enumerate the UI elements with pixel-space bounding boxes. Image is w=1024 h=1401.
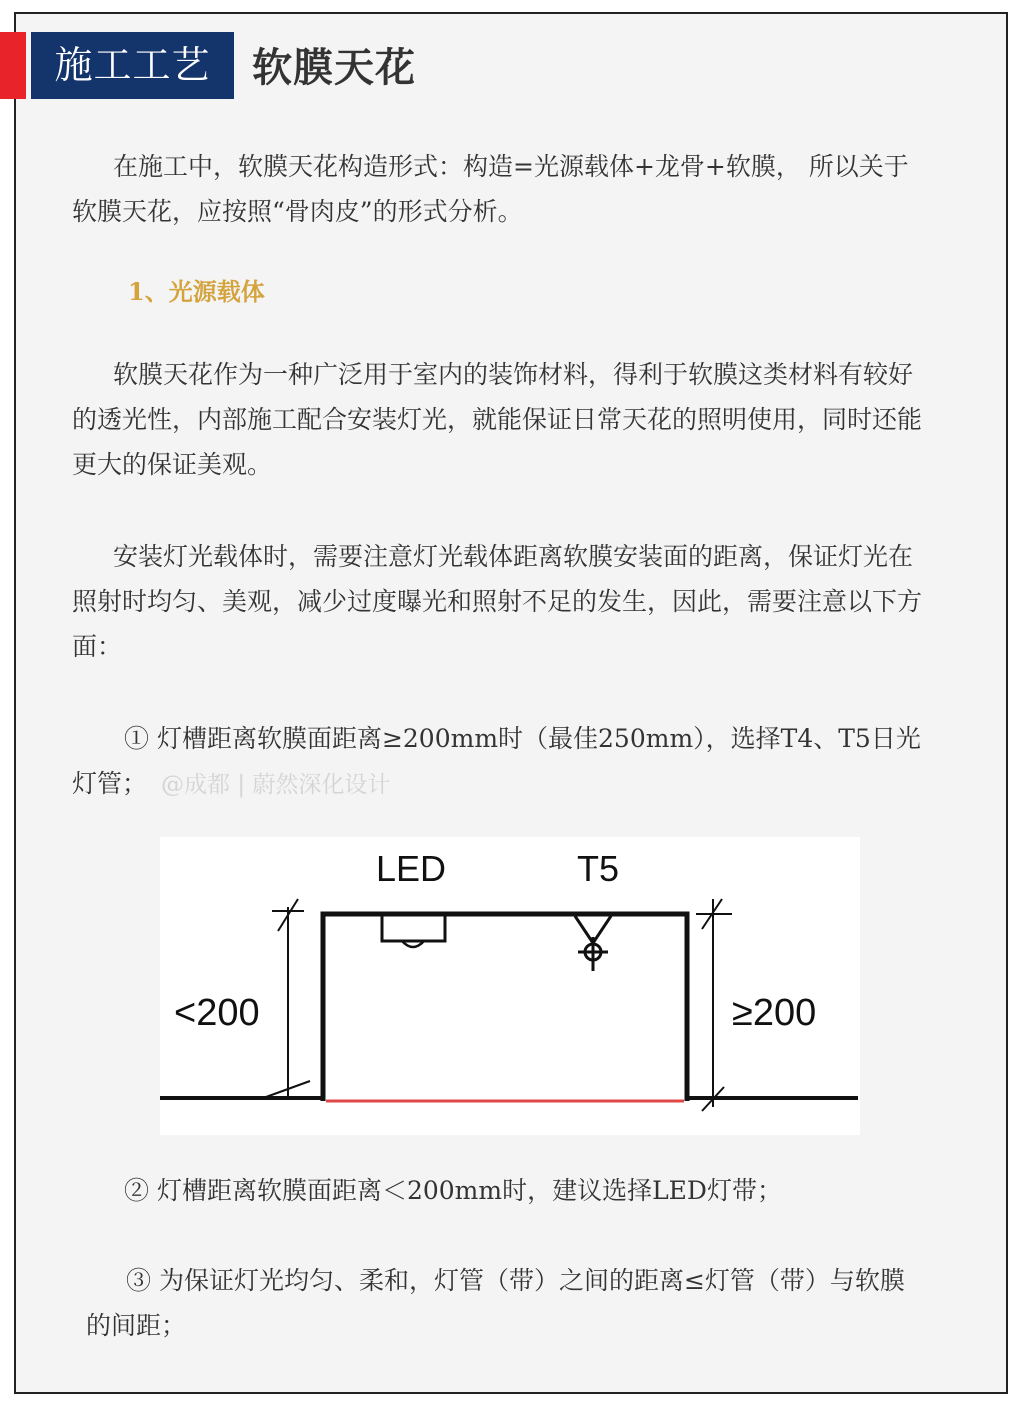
label-led: LED xyxy=(376,848,447,889)
diagram-svg xyxy=(160,837,860,1135)
light-trough-diagram xyxy=(160,837,860,1135)
label-at-least-200: ≥200 xyxy=(732,992,817,1034)
list-item-1 xyxy=(72,716,922,808)
list-item-2: ② 灯槽距离软膜面距离＜200mm时，建议选择LED灯带； xyxy=(124,1176,782,1205)
list-item-1-text: ① 灯槽距离软膜面距离≥200mm时（最佳250mm），选择T4、T5日光灯管； xyxy=(72,724,921,798)
label-less-than-200: <200 xyxy=(174,992,260,1034)
led-fixture xyxy=(382,916,445,941)
light-carrier-paragraph: 软膜天花作为一种广泛用于室内的装饰材料，得利于软膜这类材料有较好的透光性，内部施工配合安装灯光，就能保证日常天花的照明使用，同时还能更大的保证美观。 xyxy=(72,360,923,479)
list-item-3: ③ 为保证灯光均匀、柔和，灯管（带）之间的距离≤灯管（带）与软膜的间距； xyxy=(86,1266,905,1340)
section-heading: 1、光源载体 xyxy=(128,277,265,306)
page-title: 软膜天花 xyxy=(252,45,416,91)
install-note-paragraph: 安装灯光载体时，需要注意灯光载体距离软膜安装面的距离，保证灯光在照射时均匀、美观，减少过度曝光和照射不足的发生，因此，需要注意以下方面： xyxy=(72,542,923,661)
watermark: @成都 | 蔚然深化设计 xyxy=(161,772,391,798)
intro-paragraph: 在施工中，软膜天花构造形式：构造=光源载体+龙骨+软膜， 所以关于软膜天花，应按照“骨肉皮”的形式分析。 xyxy=(72,152,909,226)
category-badge: 施工工艺 xyxy=(31,32,234,99)
label-t5: T5 xyxy=(577,848,620,889)
accent-bar xyxy=(0,32,26,99)
light-trough xyxy=(323,914,687,1101)
